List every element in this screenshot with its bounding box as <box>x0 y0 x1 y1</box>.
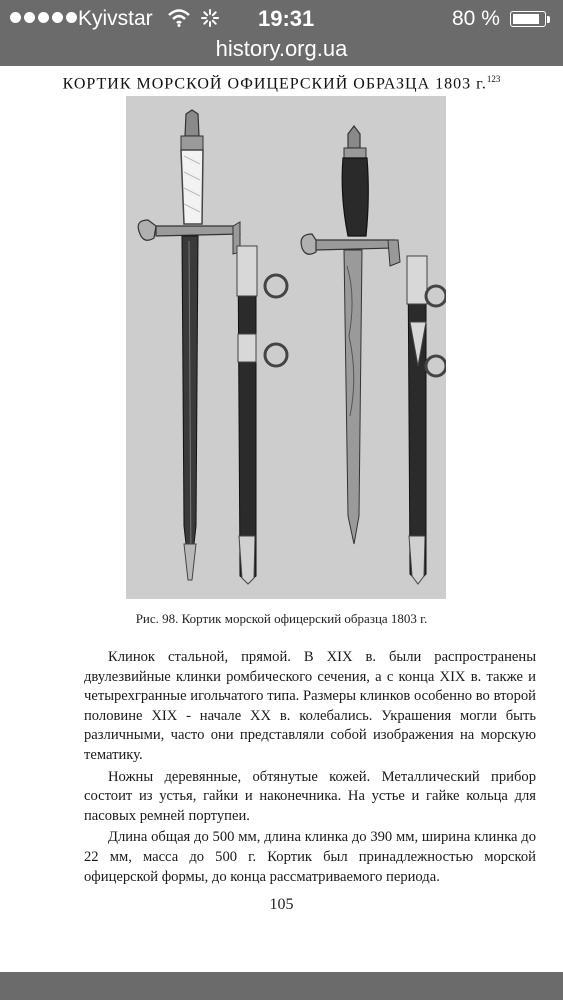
heading-text: КОРТИК МОРСКОЙ ОФИЦЕРСКИЙ ОБРАЗЦА 1803 г. <box>62 75 487 93</box>
activity-spinner-icon <box>200 8 220 28</box>
figure-caption: Рис. 98. Кортик морской офицерский образца 1803 г. <box>135 611 428 626</box>
paragraph-blade: Клинок стальной, прямой. В XIX в. были распространены двулезвийные клинки ромбического сечения, а с конца XIX в. также и четырехгранные игольчатого типа. Размеры клинков особенно во второй половине XIX - начале XX в. колебались. Украшения могли быть различными, часто они представляли собой изображения на морскую тематику. <box>84 649 536 763</box>
bottom-toolbar <box>0 972 563 1000</box>
address-bar-url[interactable]: history.org.ua <box>215 36 348 61</box>
paragraph-dimensions: Длина общая до 500 мм, длина клинка до 390 мм, ширина клинка до 22 мм, масса до 500 г. Кортик был принадлежностью морской офицерской формы, до конца рассматриваемого периода. <box>84 829 536 885</box>
paragraph-scabbard: Ножны деревянные, обтянутые кожей. Металлический прибор состоит из устья, гайки и наконечника. На устье и гайке кольца для пасовых ремней портупеи. <box>84 768 536 824</box>
clock: 19:31 <box>258 6 315 31</box>
battery-tip <box>547 16 550 23</box>
battery-percentage: 80 % <box>452 7 500 30</box>
article-body <box>84 648 536 889</box>
top-bar <box>0 0 563 66</box>
page-heading <box>0 74 563 93</box>
carrier-name: Kyivstar <box>78 7 153 30</box>
page-number: 105 <box>269 896 294 913</box>
heading-footnote-ref: 123 <box>486 74 501 84</box>
wifi-icon <box>168 8 190 28</box>
dirks-photo <box>126 96 446 599</box>
signal-strength-icon <box>10 12 77 23</box>
status-bar <box>0 0 563 36</box>
battery-icon <box>510 11 546 27</box>
